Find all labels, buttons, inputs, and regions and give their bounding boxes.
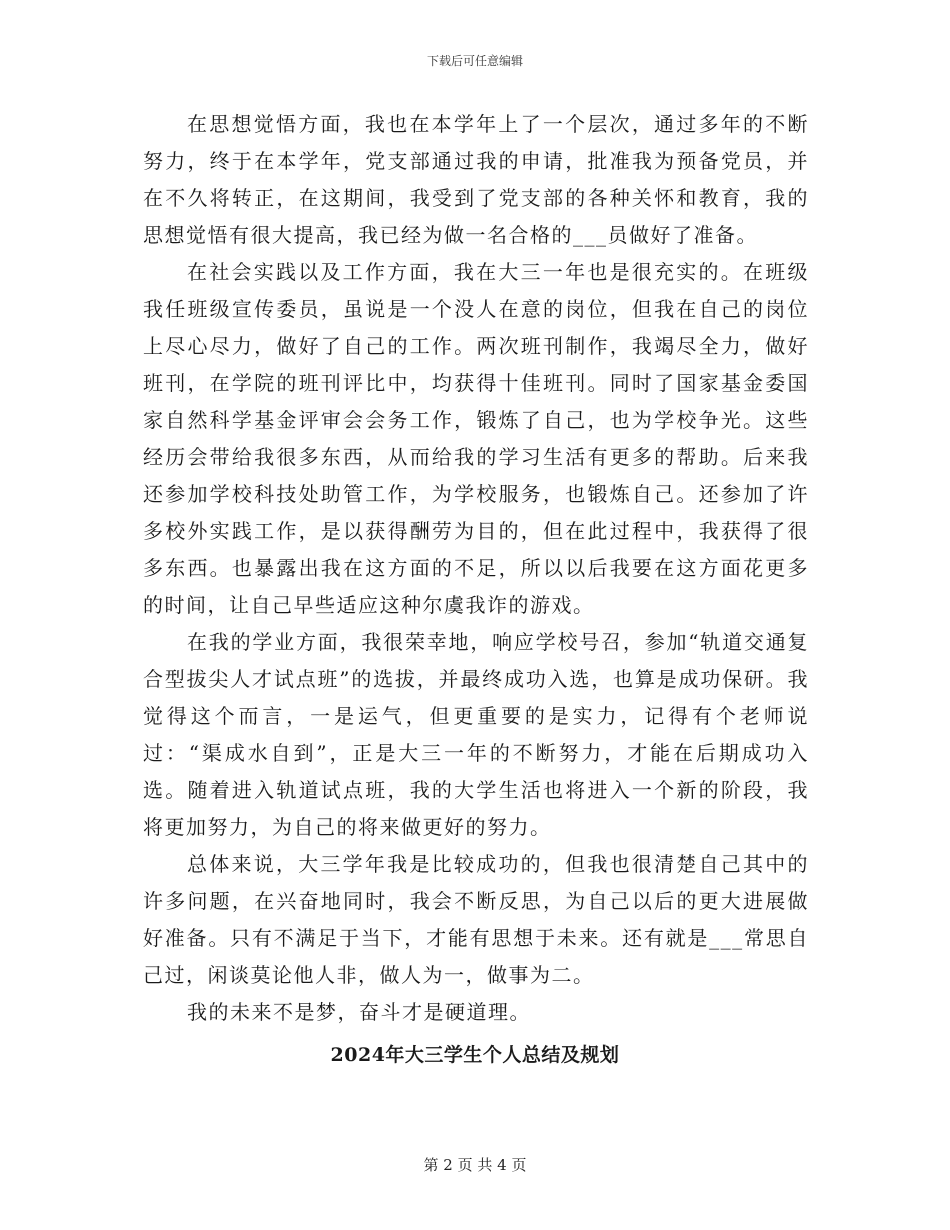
section-title: 2024年大三学生个人总结及规划 <box>330 1044 620 1066</box>
page-number-footer: 第 2 页 共 4 页 <box>423 1156 527 1174</box>
paragraph-motto: 我的未来不是梦，奋斗才是硬道理。 <box>187 1000 531 1024</box>
document-body <box>143 106 809 1031</box>
paragraph-social-practice: 在社会实践以及工作方面，我在大三一年也是很充实的。在班级我任班级宣传委员，虽说是一个没人在意的岗位，但我在自己的岗位上尽心尽力，做好了自己的工作。两次班刊制作，我竭尽全力，做好班刊，在学院的班刊评比中，均获得十佳班刊。同时了国家基金委国家自然科学基金评审会会务工作，锻炼了自己，也为学校争光。这些经历会带给我很多东西，从而给我的学习生活有更多的帮助。后来我还参加学校科技处助管工作，为学校服务，也锻炼自己。还参加了许多校外实践工作，是以获得酬劳为目的，但在此过程中，我获得了很多东西。也暴露出我在这方面的不足，所以以后我要在这方面花更多的时间，让自己早些适应这种尔虞我诈的游戏。 <box>143 260 809 617</box>
page-header-note: 下载后可任意编辑 <box>426 54 523 68</box>
paragraph-ideology: 在思想觉悟方面，我也在本学年上了一个层次，通过多年的不断努力，终于在本学年，党支部通过我的申请，批准我为预备党员，并在不久将转正，在这期间，我受到了党支部的各种关怀和教育，我的思想觉悟有很大提高，我已经为做一名合格的___员做好了准备。 <box>143 112 809 247</box>
paragraph-summary: 总体来说，大三学年我是比较成功的，但我也很清楚自己其中的许多问题，在兴奋地同时，我会不断反思，为自己以后的更大进展做好准备。只有不满足于当下，才能有思想于未来。还有就是___常思自己过，闲谈莫论他人非，做人为一，做事为二。 <box>143 852 809 987</box>
paragraph-academics: 在我的学业方面，我很荣幸地，响应学校号召，参加“轨道交通复合型拔尖人才试点班”的选拔，并最终成功入选，也算是成功保研。我觉得这个而言，一是运气，但更重要的是实力，记得有个老师说过：“渠成水自到”，正是大三一年的不断努力，才能在后期成功入选。随着进入轨道试点班，我的大学生活也将进入一个新的阶段，我将更加努力，为自己的将来做更好的努力。 <box>143 630 809 839</box>
